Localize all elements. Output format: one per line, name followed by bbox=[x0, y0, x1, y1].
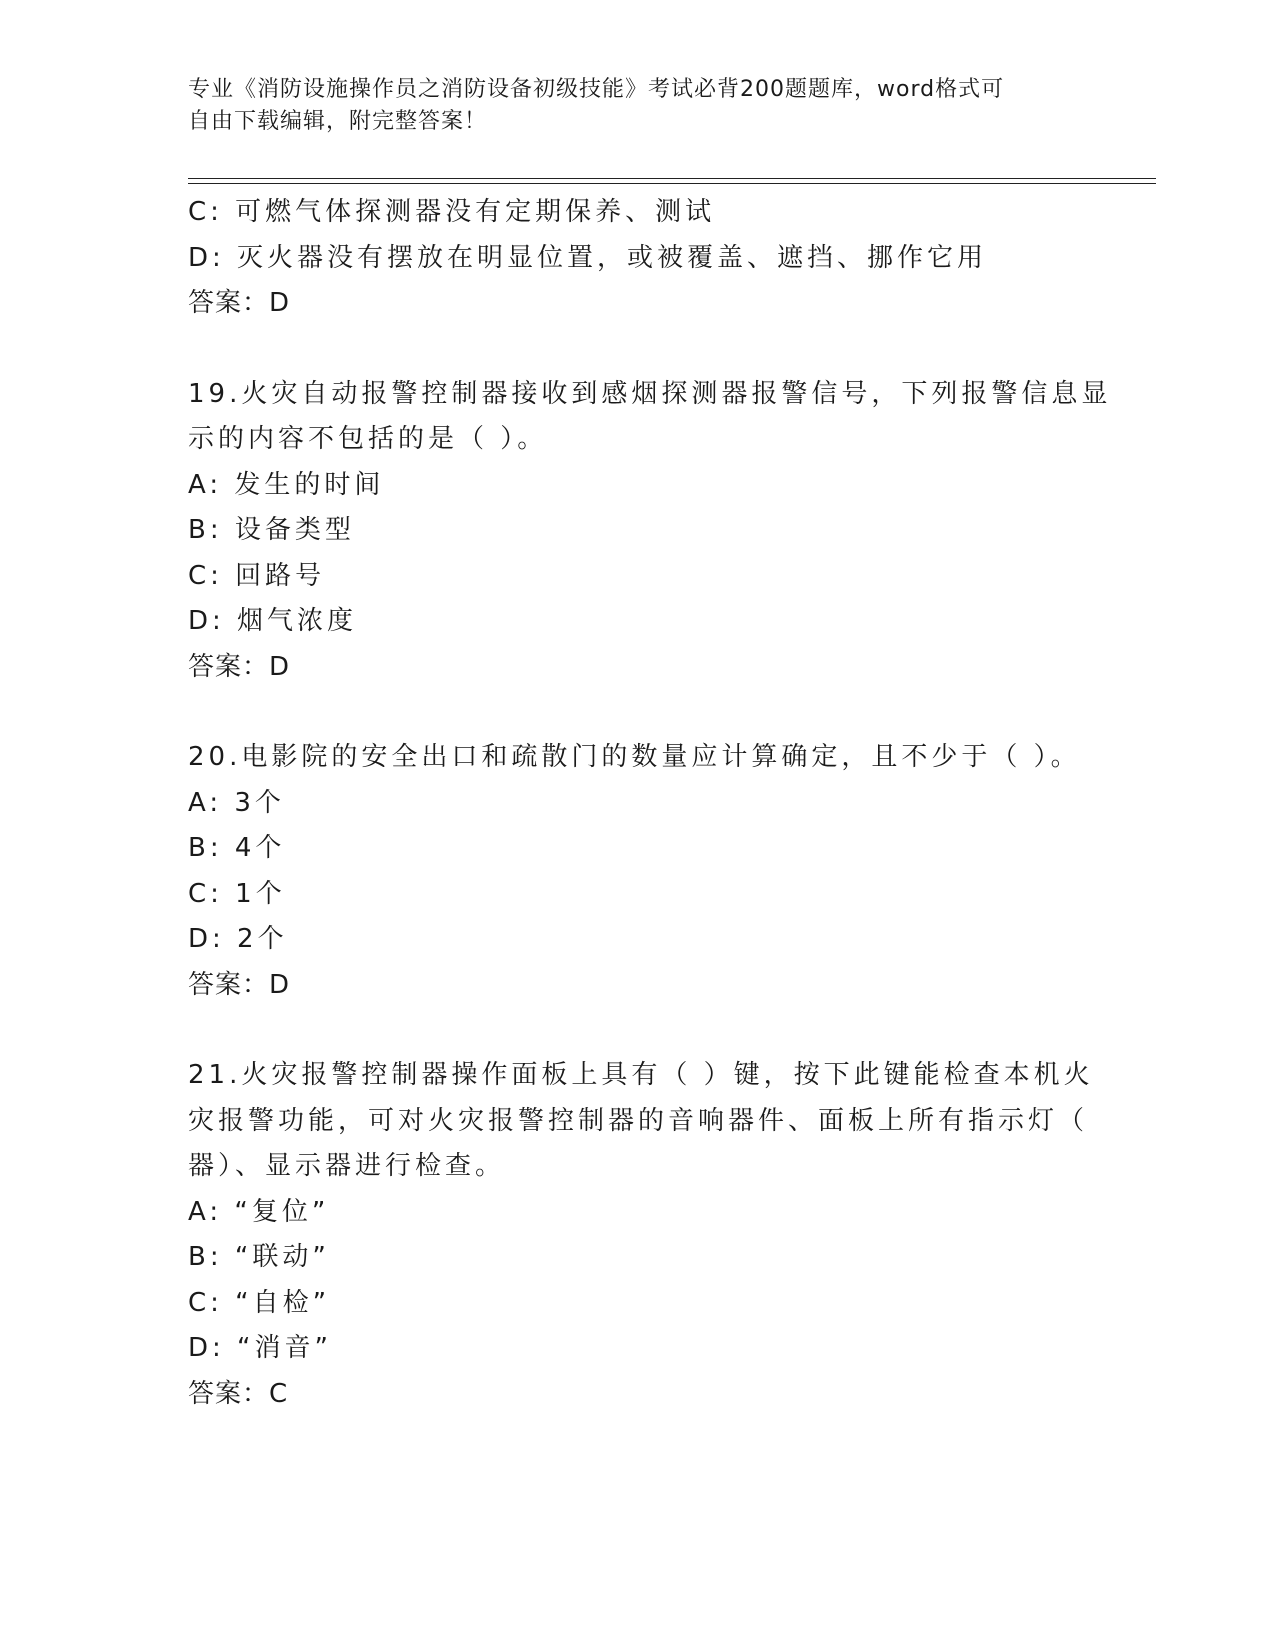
option-d: D: “消音” bbox=[188, 1333, 332, 1363]
question-stem-line-2: 示的内容不包括的是（ ）。 bbox=[188, 424, 548, 454]
answer-line: 答案：D bbox=[188, 651, 291, 682]
question-stem-line-3: 器）、显示器进行检查。 bbox=[188, 1151, 506, 1181]
answer-line: 答案：D bbox=[188, 288, 291, 318]
option-a: A: 3个 bbox=[188, 787, 285, 818]
option-b: B: “联动” bbox=[188, 1242, 330, 1272]
question-20 bbox=[188, 735, 1088, 1008]
spacer bbox=[188, 1008, 1088, 1053]
option-c: C: 1个 bbox=[188, 878, 286, 909]
option-d: D: 2个 bbox=[188, 924, 288, 954]
question-19 bbox=[188, 372, 1112, 691]
option-c: C: 可燃气体探测器没有定期保养、测试 bbox=[188, 197, 716, 227]
question-stem-line-1: 21.火灾报警控制器操作面板上具有（ ）键，按下此键能检查本机火 bbox=[188, 1060, 1094, 1090]
question-stem-line-2: 灾报警功能，可对火灾报警控制器的音响器件、面板上所有指示灯（ bbox=[188, 1105, 1089, 1136]
header-divider-bottom bbox=[188, 183, 1156, 184]
question-18-tail bbox=[188, 190, 1088, 327]
option-d: D: 烟气浓度 bbox=[188, 606, 358, 636]
answer-line: 答案：D bbox=[188, 969, 291, 1000]
header-divider-top bbox=[188, 178, 1156, 179]
option-b: B: 设备类型 bbox=[188, 515, 355, 545]
option-c: C: “自检” bbox=[188, 1287, 331, 1318]
option-c: C: 回路号 bbox=[188, 560, 326, 591]
spacer bbox=[188, 690, 1088, 735]
option-d: D: 灭火器没有摆放在明显位置，或被覆盖、遮挡、挪作它用 bbox=[188, 242, 988, 273]
question-stem-line-1: 19.火灾自动报警控制器接收到感烟探测器报警信号，下列报警信息显 bbox=[188, 378, 1112, 409]
option-a: A: “复位” bbox=[188, 1196, 330, 1227]
document-header bbox=[188, 74, 1068, 138]
question-21 bbox=[188, 1053, 1094, 1417]
spacer bbox=[188, 327, 1088, 372]
header-title-line-2: 自由下载编辑，附完整答案！ bbox=[188, 109, 488, 134]
header-title-line-1: 专业《消防设施操作员之消防设备初级技能》考试必背200题题库，word格式可 bbox=[188, 77, 1005, 102]
answer-line: 答案：C bbox=[188, 1378, 289, 1409]
option-a: A: 发生的时间 bbox=[188, 469, 385, 500]
question-content bbox=[188, 190, 1112, 1417]
option-b: B: 4个 bbox=[188, 833, 286, 863]
question-stem-line-1: 20.电影院的安全出口和疏散门的数量应计算确定，且不少于（ ）。 bbox=[188, 742, 1081, 772]
